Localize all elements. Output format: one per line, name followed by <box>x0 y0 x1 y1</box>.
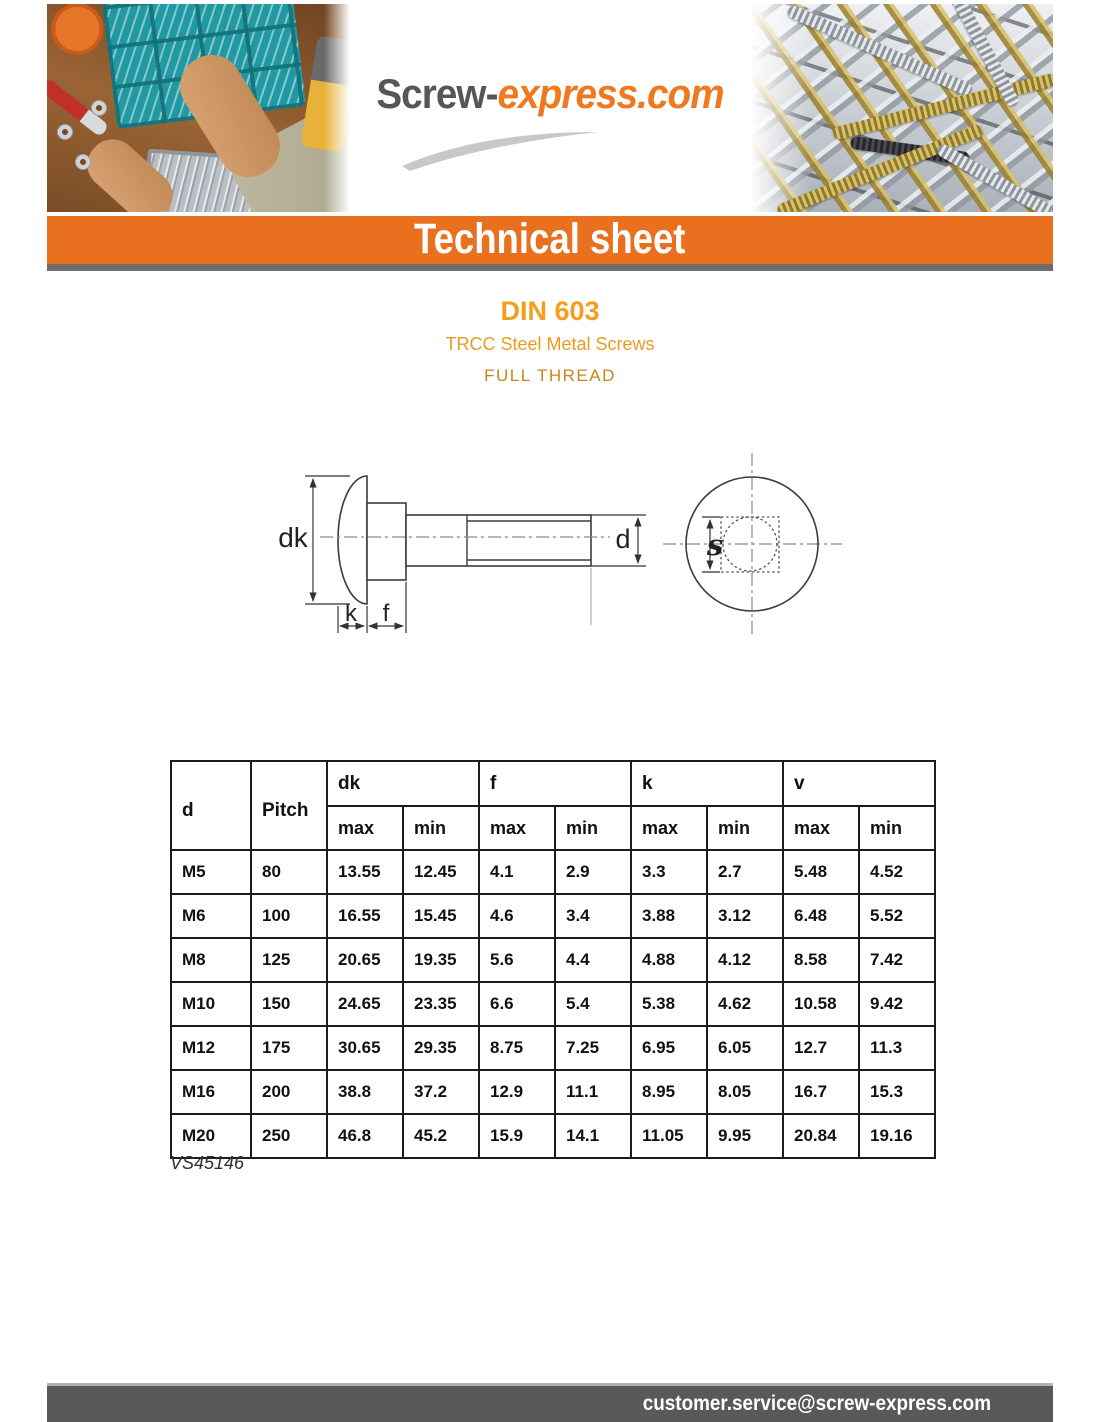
cell-f_min: 2.9 <box>555 850 631 894</box>
washer-shape <box>91 100 107 116</box>
cell-k_min: 2.7 <box>707 850 783 894</box>
cell-dk_max: 46.8 <box>327 1114 403 1158</box>
cell-f_min: 14.1 <box>555 1114 631 1158</box>
cell-pitch: 175 <box>251 1026 327 1070</box>
cell-k_max: 6.95 <box>631 1026 707 1070</box>
standard-title: DIN 603 <box>500 296 600 326</box>
cell-v_max: 10.58 <box>783 982 859 1026</box>
d-label: d <box>615 524 631 554</box>
cell-f_max: 6.6 <box>479 982 555 1026</box>
brand-logo-gray: Screw- <box>376 70 498 117</box>
cell-k_min: 6.05 <box>707 1026 783 1070</box>
product-subtitle: TRCC Steel Metal Screws <box>445 334 655 354</box>
cell-v_min: 7.42 <box>859 938 935 982</box>
cell-k_min: 4.12 <box>707 938 783 982</box>
spec-table-body <box>171 850 935 1158</box>
f-label: f <box>382 600 390 627</box>
k-label: k <box>345 600 357 627</box>
brand-logo <box>366 70 734 118</box>
banner-title: Technical sheet <box>414 215 686 263</box>
cell-pitch: 80 <box>251 850 327 894</box>
cell-pitch: 200 <box>251 1070 327 1114</box>
banner <box>47 216 1053 264</box>
screw-shape <box>786 4 974 97</box>
screw-shape <box>776 123 985 212</box>
cell-f_max: 12.9 <box>479 1070 555 1114</box>
table-row <box>171 1114 935 1158</box>
cell-v_max: 16.7 <box>783 1070 859 1114</box>
cell-pitch: 100 <box>251 894 327 938</box>
brand-logo-orange: express.com <box>497 70 724 117</box>
cell-pitch: 150 <box>251 982 327 1026</box>
cell-f_max: 15.9 <box>479 1114 555 1158</box>
cell-dk_min: 45.2 <box>403 1114 479 1158</box>
cell-v_max: 6.48 <box>783 894 859 938</box>
cell-d: M16 <box>171 1070 251 1114</box>
cell-dk_max: 13.55 <box>327 850 403 894</box>
washer-shape <box>57 124 73 140</box>
cell-f_min: 11.1 <box>555 1070 631 1114</box>
workbench-photo <box>47 4 350 212</box>
footer-bar <box>47 1383 1053 1422</box>
cell-v_min: 9.42 <box>859 982 935 1026</box>
subheader-max: max <box>479 806 555 850</box>
cell-d: M8 <box>171 938 251 982</box>
logo-swoosh-graphic <box>388 120 608 172</box>
cell-k_max: 5.38 <box>631 982 707 1026</box>
table-row <box>171 850 935 894</box>
subheader-max: max <box>631 806 707 850</box>
cell-v_max: 12.7 <box>783 1026 859 1070</box>
cell-k_min: 4.62 <box>707 982 783 1026</box>
cell-k_min: 9.95 <box>707 1114 783 1158</box>
bolt-head-dome <box>338 476 367 604</box>
logo-area <box>350 4 750 212</box>
cell-v_min: 15.3 <box>859 1070 935 1114</box>
cell-k_max: 11.05 <box>631 1114 707 1158</box>
cell-f_min: 5.4 <box>555 982 631 1026</box>
cell-pitch: 125 <box>251 938 327 982</box>
cell-f_min: 3.4 <box>555 894 631 938</box>
washer-shape <box>75 154 91 170</box>
subheader-max: max <box>783 806 859 850</box>
drill-shape <box>300 35 350 152</box>
table-row <box>171 938 935 982</box>
bolt-square-neck <box>367 503 406 580</box>
cell-k_max: 4.88 <box>631 938 707 982</box>
s-label: s <box>706 528 724 562</box>
cell-f_max: 4.6 <box>479 894 555 938</box>
cell-dk_min: 29.35 <box>403 1026 479 1070</box>
cell-k_min: 8.05 <box>707 1070 783 1114</box>
cell-v_min: 4.52 <box>859 850 935 894</box>
cell-d: M5 <box>171 850 251 894</box>
cell-d: M10 <box>171 982 251 1026</box>
cell-dk_min: 19.35 <box>403 938 479 982</box>
banner-divider <box>47 264 1053 271</box>
cell-dk_max: 38.8 <box>327 1070 403 1114</box>
cell-v_min: 5.52 <box>859 894 935 938</box>
cell-f_min: 4.4 <box>555 938 631 982</box>
screw-pile-photo <box>750 4 1053 212</box>
cell-dk_min: 23.35 <box>403 982 479 1026</box>
contact-email: customer.service@screw-express.com <box>642 1392 991 1415</box>
cell-v_max: 8.58 <box>783 938 859 982</box>
cell-v_min: 19.16 <box>859 1114 935 1158</box>
reference-code: VS45146 <box>170 1153 245 1173</box>
subheader-min: min <box>859 806 935 850</box>
cell-v_max: 20.84 <box>783 1114 859 1158</box>
bolt-technical-drawing <box>250 445 870 660</box>
cell-k_max: 3.3 <box>631 850 707 894</box>
col-group-k: k <box>631 761 783 806</box>
cell-dk_min: 15.45 <box>403 894 479 938</box>
cell-pitch: 250 <box>251 1114 327 1158</box>
cell-dk_max: 16.55 <box>327 894 403 938</box>
cell-dk_min: 12.45 <box>403 850 479 894</box>
cell-v_min: 11.3 <box>859 1026 935 1070</box>
subheader-max: max <box>327 806 403 850</box>
cell-f_min: 7.25 <box>555 1026 631 1070</box>
col-group-f: f <box>479 761 631 806</box>
bolt-drawing-svg <box>250 445 870 660</box>
col-header-d: d <box>171 761 251 850</box>
table-row <box>171 894 935 938</box>
table-row <box>171 1070 935 1114</box>
cell-v_max: 5.48 <box>783 850 859 894</box>
cell-d: M20 <box>171 1114 251 1158</box>
cell-d: M6 <box>171 894 251 938</box>
thread-type: FULL THREAD <box>484 366 616 385</box>
subheader-min: min <box>555 806 631 850</box>
dk-label: dk <box>278 522 308 553</box>
table-row <box>171 1026 935 1070</box>
cell-d: M12 <box>171 1026 251 1070</box>
subheader-min: min <box>403 806 479 850</box>
dimension-table <box>170 760 936 1159</box>
screw-shape <box>935 142 1053 212</box>
cell-dk_max: 24.65 <box>327 982 403 1026</box>
bolt-shank <box>406 515 591 566</box>
col-group-dk: dk <box>327 761 479 806</box>
col-group-v: v <box>783 761 935 806</box>
cell-f_max: 8.75 <box>479 1026 555 1070</box>
cell-dk_max: 30.65 <box>327 1026 403 1070</box>
cell-k_max: 8.95 <box>631 1070 707 1114</box>
cell-k_max: 3.88 <box>631 894 707 938</box>
subheader-min: min <box>707 806 783 850</box>
cell-k_min: 3.12 <box>707 894 783 938</box>
table-row <box>171 982 935 1026</box>
cell-f_max: 4.1 <box>479 850 555 894</box>
cell-f_max: 5.6 <box>479 938 555 982</box>
cell-dk_min: 37.2 <box>403 1070 479 1114</box>
cell-dk_max: 20.65 <box>327 938 403 982</box>
col-header-pitch: Pitch <box>251 761 327 850</box>
